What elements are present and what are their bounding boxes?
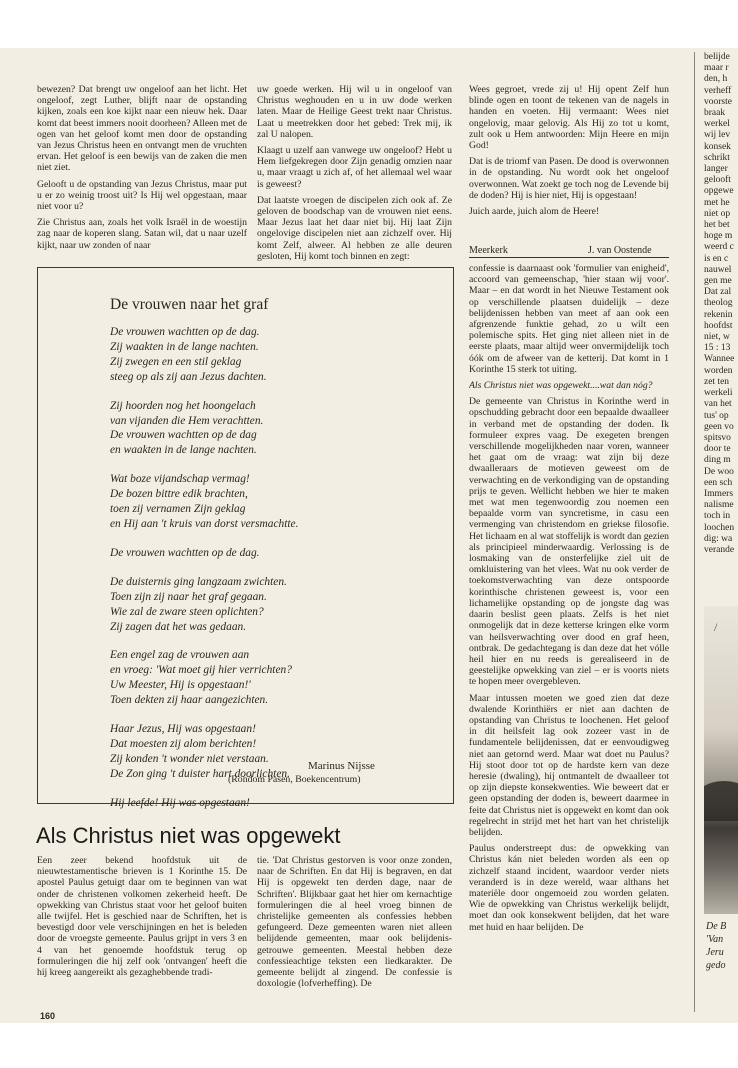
poem-title: De vrouwen naar het graf — [110, 296, 269, 313]
text-line: tus' op — [704, 410, 729, 421]
stanza — [110, 796, 440, 811]
poem-source: (Rondom Pasen, Boekencentrum) — [228, 774, 361, 785]
text-line: werkeli — [704, 388, 733, 399]
caption-line: Jeru — [706, 947, 724, 958]
poem-line: De vrouwen wachtten op de dag — [110, 429, 257, 442]
poem-line: van vijanden die Hem verachtten. — [110, 414, 264, 427]
text-line: nauwel — [704, 264, 732, 275]
article-column-1 — [37, 855, 247, 1005]
paragraph: Juich aarde, juich alom de Heere! — [469, 206, 600, 218]
poem-line: De duisternis ging langzaam zwichten. — [110, 575, 287, 588]
text-line: een sch — [704, 477, 733, 488]
text-line: 15 : 13 — [704, 343, 731, 354]
paragraph: Gelooft u de opstanding van Jezus Christus, maar put u er zo weinig troost uit? Is Hij wel opgestaan, maar niet voor u? — [37, 178, 247, 213]
paragraph: Wees gegroet, vrede zij u! Hij opent Zelf hun blinde ogen en toont de tekenen van de nagels in handen en voeten. Hij vermaant: Wees niet ongelovig, maar gelovig. Als Hij zo tot u komt, zult ook u Hem antwoorden: Mijn Heere en mijn God! — [469, 84, 669, 152]
paragraph: confessie is daarnaast ook 'formulier van enigheid', accoord van gemeenschap, 'hier staan wij voor'. Maar – en dat wordt in het Nieuwe Testament ook op verschillende plaatsen duidelijk – deze belijdenissen hebben van meet af aan ook een afgrenzende funktie gehad, zo u wilt een polemische spits. Het ging niet alleen niet in de eerste plaats, maar altijd weer onvermijdelijk toch óók om de afweer van de ketterij. Dat komt in 1 Korinthe 15 sterk tot uiting. — [469, 263, 669, 375]
poem-line: De vrouwen wachtten op de dag. — [110, 326, 260, 338]
text-line: met he — [704, 197, 730, 208]
paragraph: Dat laatste vroegen de discipelen zich ook af. Ze geloven de boodschap van de vrouwen niet eens. Maar Jezus laat het daar niet bij. Hij laat Zijn ongelovige discipelen niet aan zichzelf over. Hij komt Zelf, alweer. Al hebben ze alle deuren gesloten, Hij komt toch binnen en zegt: — [257, 194, 452, 262]
poem — [110, 325, 440, 825]
text-line: Immers — [704, 488, 734, 499]
text-line: schrikt — [704, 152, 730, 163]
stanza — [110, 648, 440, 708]
article-headline: Als Christus niet was opgewekt — [36, 823, 341, 848]
poem-line: Zij zwegen en een stil geklag — [110, 355, 242, 368]
poem-line: Zij zagen dat het was gedaan. — [110, 620, 247, 633]
paragraph: De gemeente van Christus in Korinthe werd in opschudding gebracht door een bepaalde dwaalleer in verband met de opstanding der doden. Ik formuleer expres vaag. De exegeten brengen verschillende mogelijkheden naar voren, wanneer het gaat om de vraag: wat zijn bij deze dwaalleraars de motieven geweest om de verwachting en de verkondiging van de opstanding prijs te geven. Wellicht hebben we hier te maken met wat men tegenwoordig zou noemen een bepaalde vorm van syncretisme, in casu een vermenging van christendom en griekse filosofie. Het lichaam en al wat stoffelijk is wordt dan gezien als principieel minderwaardig. Verlossing is de losmaking van de onsterfelijke ziel uit de omkluistering van het vlees. Wat nu ook verder de toekomstverwachting van deze ontspoorde korinthische christenen geweest is, voor een lichamelijke opstanding op de jongste dag was daarin beslist geen plaats. Zelfs is het niet onmogelijk dat in deze ketterse kringen elke vorm van heilsverwachting over dood en graf heen, ontbrak. De gedachtegang is dan deze dat het vólle heil hier en nu reeds is gerealiseerd in de geestelijke opwekking van ziel – er is voorts niets te hopen meer overgebleven. — [469, 396, 669, 688]
top-column-3 — [469, 84, 669, 222]
poem-line: Haar Jezus, Hij was opgestaan! — [110, 723, 256, 736]
text-line: dig: wa — [704, 533, 733, 544]
article-column-3 — [469, 263, 669, 1021]
text-line: theolog — [704, 298, 733, 309]
paragraph: Maar intussen moeten we goed zien dat deze dwalende Korinthiërs er niet aan dachten de opstanding van Christus te loochenen. Het geloof in dit heilsfeit lag ook zozeer vast in de fundamentele belijdenissen, dat er eenvoudigweg niet aan getornd werd. Maar wat doet nu Paulus? Hij stoot door tot op de hardste kern van deze heresie (dwaling), hij ontmantelt de dwaalleer tot op zijn diepste konsekwenties. Wie beweert dat er geen opstanding der doden is, beweert daarmee in feite dat Christus niet is opgewekt en komt dan ook regelrecht in strijd met het hart van het christelijk belijden. — [469, 692, 669, 838]
text-line: belijde — [704, 52, 730, 62]
poem-line: en waakten in de lange nachten. — [110, 444, 257, 457]
text-line: gen me — [704, 276, 732, 287]
photo-caption — [706, 920, 738, 972]
stanza — [110, 575, 440, 635]
text-line: is en c — [704, 253, 729, 264]
text-line: worden — [704, 365, 733, 376]
text-line: door te — [704, 444, 731, 455]
stanza — [110, 399, 440, 459]
text-line: maar r — [704, 63, 729, 74]
text-line: Wanneе — [704, 354, 735, 365]
article-column-2 — [257, 855, 452, 1005]
poem-line: De vrouwen wachtten op de dag. — [110, 546, 260, 559]
text-line: hoofdst — [704, 320, 733, 331]
text-line: loochen — [704, 522, 735, 533]
article-subheading: Als Christus niet was opgewekt....wat dan nóg? — [469, 380, 653, 392]
poem-line: Een engel zag de vrouwen aan — [110, 649, 250, 662]
poem-line: Wie zal de zware steen oplichten? — [110, 605, 264, 618]
photo-mark: / — [714, 620, 718, 634]
text-line: werkel — [704, 119, 730, 130]
poem-line: Uw Meester, Hij is opgestaan!' — [110, 679, 251, 692]
caption-line: De B — [706, 921, 727, 932]
text-line: het bet — [704, 220, 730, 231]
poem-author: Marinus Nijsse — [308, 760, 375, 772]
stanza — [110, 546, 440, 561]
paragraph: bewezen? Dat brengt uw ongeloof aan het licht. Het ongeloof, zegt Luther, blijft naar de opstanding kijken, zoals een koe kijkt naar een nieuw hek. Daar komt dat beest immers nooit doorheen? Alleen met de ogen van het geloof komt men door de opstanding van Jezus Christus heen en ontvangt men de vruchten ervan. Het geloof is een bewijs van de zaken die men niet ziet. — [37, 84, 247, 174]
text-line: niet op — [704, 208, 731, 219]
text-line: zet ten — [704, 376, 730, 387]
text-line: verheff — [704, 85, 732, 96]
text-line: ding m — [704, 455, 731, 466]
poem-line: Zij waakten in de lange nachten. — [110, 340, 259, 353]
poem-line: toen zij vernamen Zijn geklag — [110, 503, 246, 516]
stanza — [110, 722, 440, 782]
text-line: langer — [704, 164, 728, 175]
text-line: toch in — [704, 511, 731, 522]
paragraph: Klaagt u uzelf aan vanwege uw ongeloof? Hebt u Hem liefgekregen door Zijn genadig omzien naar u, maar vraagt u zich af, of het allemaal wel waar is geweest? — [257, 145, 452, 190]
text-line: spitsvo — [704, 432, 731, 443]
paragraph: Paulus onderstreept dus: de opwekking van Christus kán niet beleden worden als een op zichzelf staand incident, waardoor verder niets veranderd is in deze wereld, waar althans het materiële door ongemoeid zou worden gelaten. Wie de opwekking van Christus werkelijk belijdt, moet dan ook konsekwent belijden, dat het ware met huid en haar belijden. De — [469, 843, 669, 933]
page-number: 160 — [40, 1011, 56, 1021]
top-column-1 — [37, 84, 247, 256]
text-line: wij lev — [704, 130, 731, 141]
text-line: verande — [704, 544, 735, 555]
stanza — [110, 472, 440, 532]
text-line: De woo — [704, 466, 734, 477]
paragraph: tie. 'Dat Christus gestorven is voor onze zonden, naar de Schriften. En dat Hij is begraven, en dat Hij is opgewekt ten derden dage, naar de Schriften'. Blijkbaar gaat het hier om kernachtige formuleringen die al heel vroeg binnen de christelijke gemeenten als confessies hebben gefungeerd. Deze gemeenten waren niet alleen belijdende gemeenten, maar ook belijdenis-getrouwe gemeenten. Meestal hebben deze confessieachtige teksten een liedkarakter. De gemeente belijdt al zingend. De confessie is doxologie (lofverheffing). De — [257, 855, 452, 990]
photo — [704, 606, 738, 914]
text-line: rekenin — [704, 309, 733, 320]
top-column-2 — [257, 84, 452, 267]
signature-place: Meerkerk — [469, 245, 508, 256]
paragraph: Dat is de triomf van Pasen. De dood is overwonnen in de opstanding. Nu wordt ook het ongeloof overwonnen. Wat zoekt ge toch nog de Levende bij de doden? Hij is hier niet, Hij is opgestaan! — [469, 156, 669, 201]
stanza — [110, 325, 440, 385]
text-line: voorste — [704, 96, 732, 107]
text-line: braak — [704, 108, 726, 119]
text-line: Dat zal — [704, 287, 732, 298]
paragraph: Een zeer bekend hoofdstuk uit de nieuwtestamentische brieven is 1 Korinthe 15. De apostel Paulus getuigt daar om te beginnen van wat onder de christenen volkomen zekerheid heeft. De opwekking van Christus staat voor het geloof buiten alle twijfel. Het is geschied naar de Schriften, het is bevestigd door vele verschijningen en het is beleden door de vroegste gemeente. Paulus grijpt in vers 3 en 4 van het genoemde hoofdstuk terug op formuleringen die hij zelf ook 'ontvangen' heeft die hij kreeg aangereikt als gezaghebbende tradi- — [37, 855, 247, 979]
poem-line: Dat moesten zij alom berichten! — [110, 737, 257, 750]
photo-landscape — [704, 781, 738, 821]
poem-line: Toen zijn zij naar het graf gegaan. — [110, 590, 267, 603]
poem-line: Wat boze vijandschap vermag! — [110, 473, 250, 486]
paragraph: uw goede werken. Hij wil u in ongeloof van Christus weghouden en u in uw dode werken laten. Maar de Heilige Geest trekt naar Christus. Laat u meetrekken door het gebed: Trek mij, ik zal U nalopen. — [257, 84, 452, 140]
text-line: hoge m — [704, 231, 733, 242]
poem-line: De bozen bittre edik brachten, — [110, 488, 248, 501]
divider — [469, 257, 669, 258]
poem-line: steeg op als zij aan Jezus dachten. — [110, 370, 267, 383]
signature-name: J. van Oostende — [588, 245, 652, 256]
poem-line: en vroeg: 'Wat moet gij hier verrichten? — [110, 664, 292, 677]
column-divider — [694, 52, 695, 1012]
poem-line: Hij leefde! Hij was opgestaan! — [110, 796, 250, 809]
text-line: van het — [704, 399, 732, 410]
text-line: gelooft — [704, 175, 731, 186]
text-line: niet, w — [704, 332, 730, 343]
paragraph: Zie Christus aan, zoals het volk Israël in de woestijn zag naar de koperen slang. Satan wil, dat u naar uzelf kijkt, naar uw zonden of naar — [37, 217, 247, 251]
text-line: nalisme — [704, 500, 734, 511]
text-line: weerd c — [704, 242, 734, 253]
poem-line: De Zon ging 't duister hart doorlichten. — [110, 767, 290, 780]
text-line: den, h — [704, 74, 728, 85]
text-line: konsek — [704, 141, 731, 152]
caption-line: gedo — [706, 960, 726, 971]
poem-line: Zij hoorden nog het hoongelach — [110, 399, 256, 412]
caption-line: 'Van — [706, 934, 724, 945]
poem-line: Toen dekten zij haar aangezichten. — [110, 694, 269, 707]
poem-line: en Hij aan 't kruis van dorst versmachtte. — [110, 517, 299, 530]
text-line: geen vo — [704, 421, 734, 432]
adjacent-page-column — [704, 52, 738, 597]
poem-line: Zij konden 't wonder niet verstaan. — [110, 752, 269, 765]
text-line: opgewe — [704, 186, 734, 197]
